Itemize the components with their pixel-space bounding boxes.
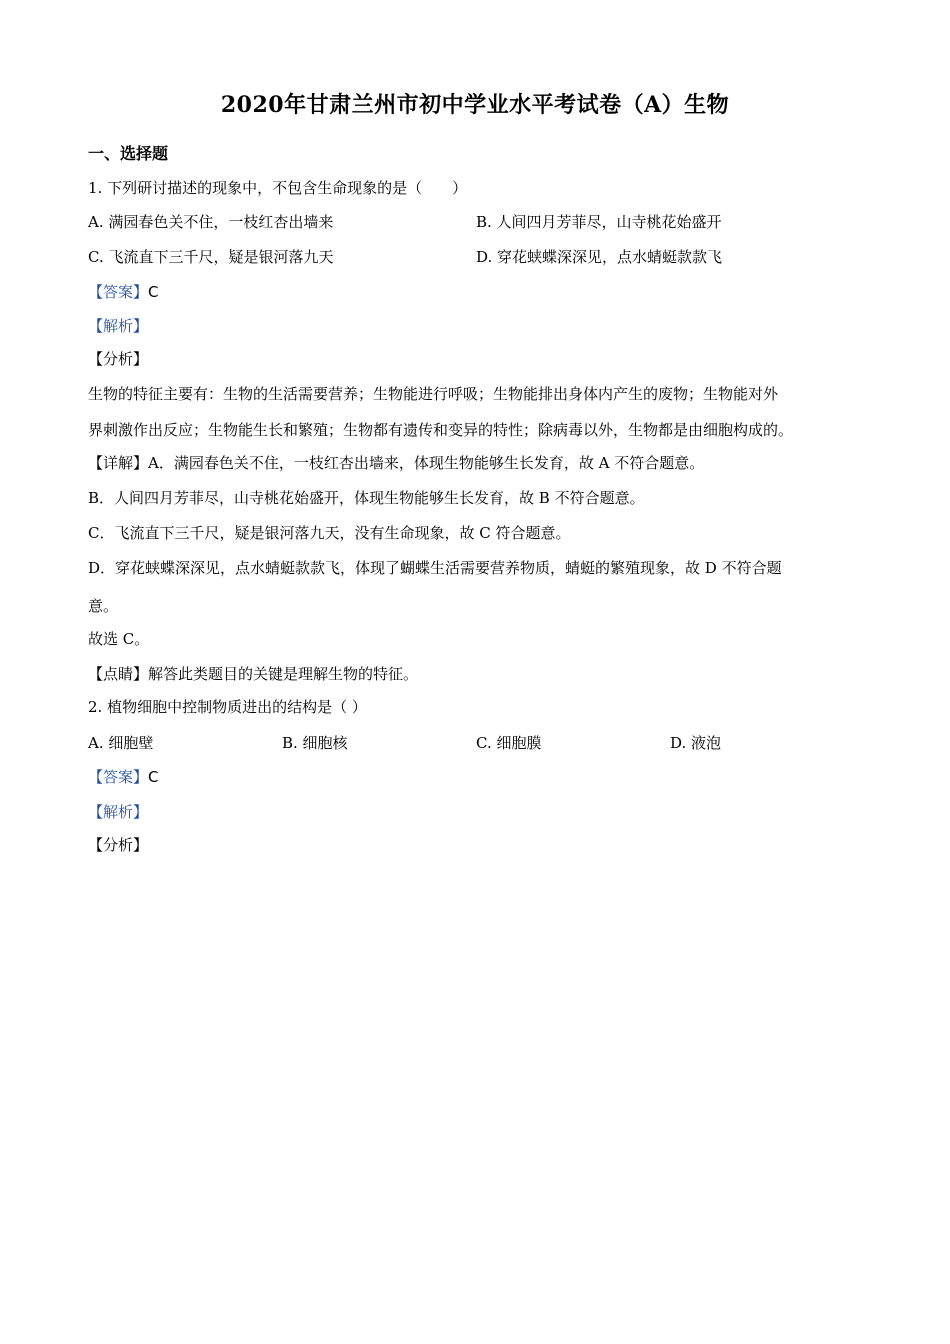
q1-option-b: B. 人间四月芳菲尽，山寺桃花始盛开 — [476, 213, 722, 231]
q1-jiexi-tag: 【解析】 — [88, 317, 149, 335]
q1-answer-line — [88, 282, 159, 302]
q1-dianjing: 【点睛】解答此类题目的关键是理解生物的特征。 — [88, 665, 419, 683]
q1-stem: 1. 下列研讨描述的现象中，不包含生命现象的是（ ） — [88, 179, 468, 197]
q1-detail-b: B．人间四月芳菲尽，山寺桃花始盛开，体现生物能够生长发育，故 B 不符合题意。 — [88, 489, 645, 507]
answer-value: C — [148, 283, 159, 301]
section-heading: 一、选择题 — [88, 144, 169, 163]
q1-fenxi-tag: 【分析】 — [88, 350, 149, 368]
q1-detail-c: C．飞流直下三千尺，疑是银河落九天，没有生命现象，故 C 符合题意。 — [88, 524, 571, 542]
q1-option-d: D. 穿花蛱蝶深深见，点水蜻蜓款款飞 — [476, 248, 723, 266]
q2-option-b: B. 细胞核 — [282, 734, 348, 752]
q2-jiexi-tag: 【解析】 — [88, 803, 149, 821]
q1-detail-d-2: 意。 — [88, 597, 119, 615]
q2-option-d: D. 液泡 — [670, 734, 722, 752]
q1-detail-a: 【详解】A．满园春色关不住，一枝红杏出墙来，体现生物能够生长发育，故 A 不符合题意。 — [88, 454, 705, 472]
q1-fenxi-text-1: 生物的特征主要有：生物的生活需要营养；生物能进行呼吸；生物能排出身体内产生的废物；生物能对外 — [88, 385, 779, 403]
q1-option-c: C. 飞流直下三千尺，疑是银河落九天 — [88, 248, 334, 266]
q1-option-a: A. 满园春色关不住，一枝红杏出墙来 — [88, 213, 334, 231]
q2-stem: 2. 植物细胞中控制物质进出的结构是（ ） — [88, 698, 367, 716]
q2-answer-line — [88, 767, 159, 787]
q1-choose: 故选 C。 — [88, 630, 150, 648]
q2-option-c: C. 细胞膜 — [476, 734, 542, 752]
answer-tag: 【答案】 — [88, 768, 149, 786]
q1-detail-d-1: D．穿花蛱蝶深深见，点水蜻蜓款款飞，体现了蝴蝶生活需要营养物质，蜻蜓的繁殖现象，故 D 不符合题 — [88, 559, 782, 577]
answer-tag: 【答案】 — [88, 283, 149, 301]
answer-value: C — [148, 768, 159, 786]
page-title: 2020年甘肃兰州市初中学业水平考试卷（A）生物 — [220, 92, 730, 118]
q2-fenxi-tag: 【分析】 — [88, 836, 149, 854]
q2-option-a: A. 细胞壁 — [88, 734, 154, 752]
q1-fenxi-text-2: 界刺激作出反应；生物能生长和繁殖；生物都有遗传和变异的特性；除病毒以外，生物都是由细胞构成的。 — [88, 421, 794, 439]
